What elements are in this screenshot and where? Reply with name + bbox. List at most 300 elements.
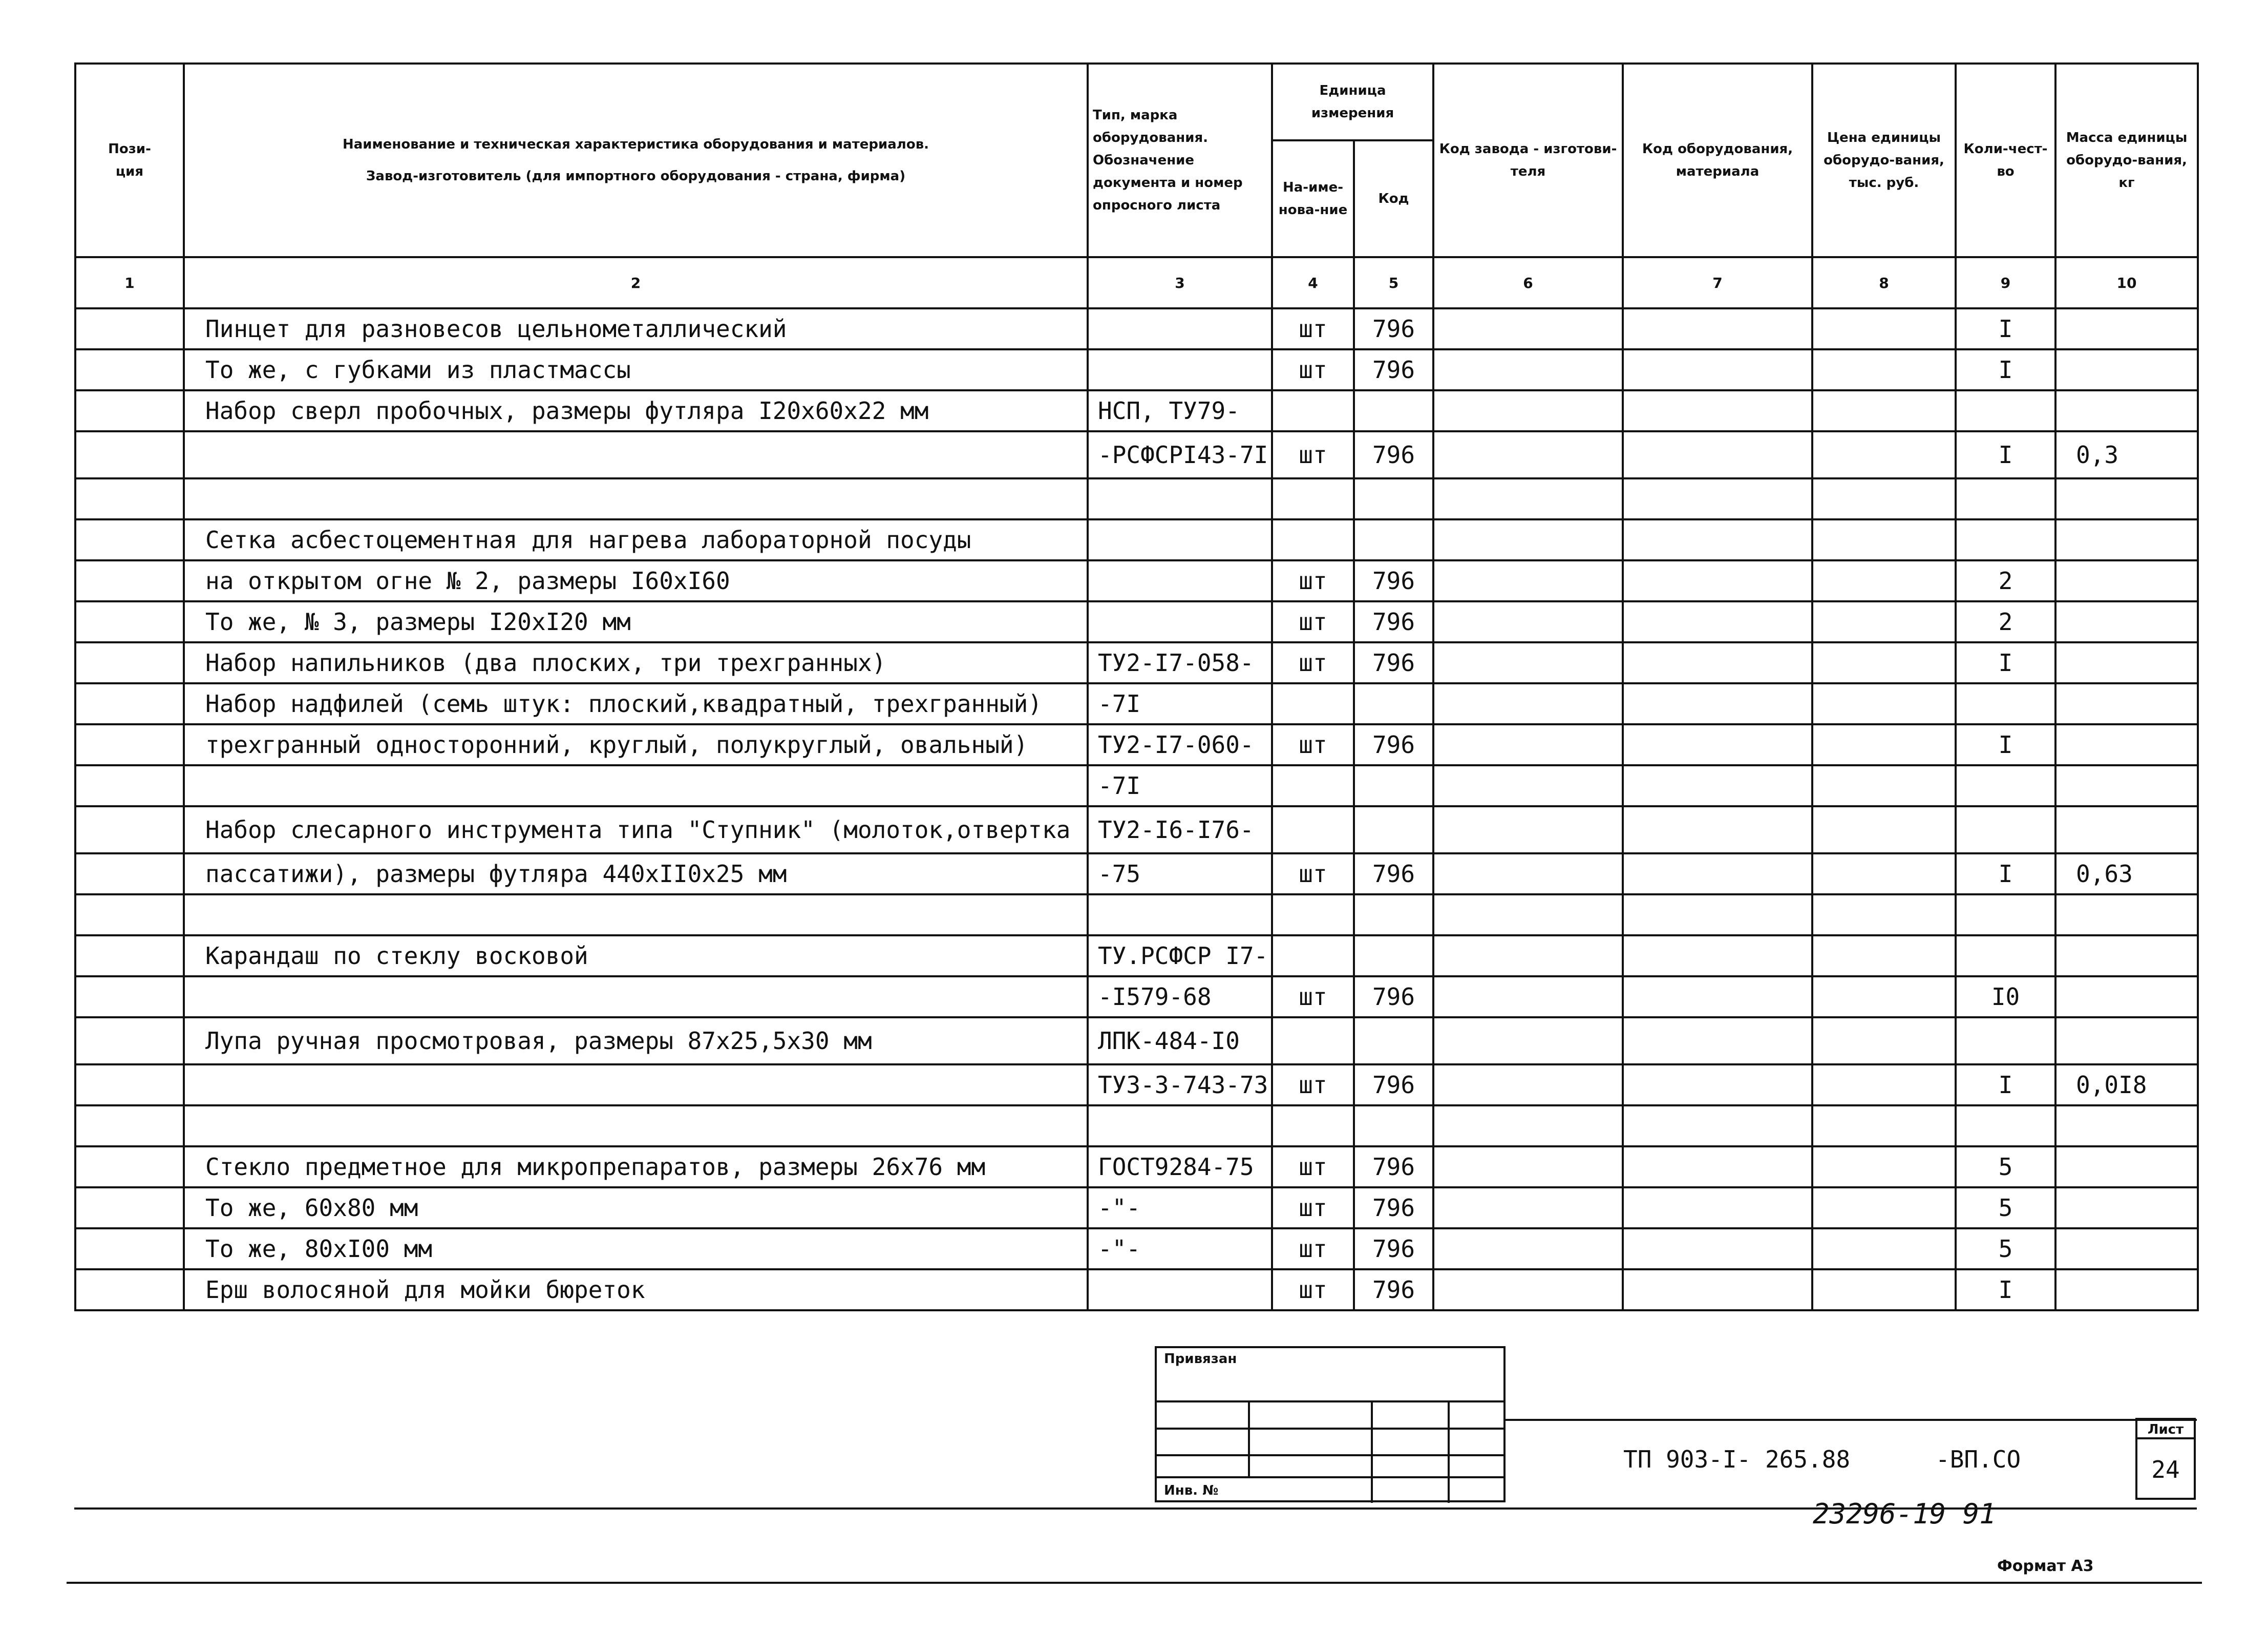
position-cell: [75, 308, 184, 349]
manufacturer-code-cell: [1433, 1017, 1623, 1064]
position-cell: [75, 724, 184, 765]
unit-code-cell: 796: [1354, 642, 1433, 683]
column-numbers-row: [75, 257, 2198, 308]
quantity-cell: [1956, 1105, 2055, 1146]
specification-table: [74, 62, 2199, 1311]
position-cell: [75, 935, 184, 976]
col-number: 1: [75, 257, 184, 308]
unit-cell: [1272, 1017, 1354, 1064]
mass-cell: [2055, 1105, 2198, 1146]
table-row: [75, 478, 2198, 519]
unit-code-cell: [1354, 806, 1433, 853]
quantity-cell: I: [1956, 642, 2055, 683]
unit-cell: шт: [1272, 431, 1354, 478]
price-cell: [1812, 894, 1956, 935]
unit-code-cell: [1354, 390, 1433, 431]
material-code-cell: [1623, 765, 1812, 806]
document-code: ТП 903-I- 265.88: [1623, 1446, 1851, 1473]
material-code-cell: [1623, 1017, 1812, 1064]
price-cell: [1812, 683, 1956, 724]
header-position: Пози- ция: [75, 64, 184, 257]
table-row: [75, 560, 2198, 601]
mass-cell: 0,0I8: [2055, 1064, 2198, 1105]
unit-code-cell: 796: [1354, 1269, 1433, 1310]
price-cell: [1812, 308, 1956, 349]
price-cell: [1812, 1105, 1956, 1146]
type-cell: [1088, 560, 1272, 601]
header-mass: Масса единицы оборудо-вания, кг: [2055, 64, 2198, 257]
header-name: [184, 64, 1088, 257]
name-cell: трехгранный односторонний, круглый, полукруглый, овальный): [184, 724, 1088, 765]
mass-cell: [2055, 765, 2198, 806]
manufacturer-code-cell: [1433, 349, 1623, 390]
price-cell: [1812, 560, 1956, 601]
position-cell: [75, 349, 184, 390]
position-cell: [75, 1269, 184, 1310]
position-cell: [75, 478, 184, 519]
manufacturer-code-cell: [1433, 431, 1623, 478]
unit-cell: [1272, 390, 1354, 431]
price-cell: [1812, 806, 1956, 853]
table-row: [75, 308, 2198, 349]
name-cell: [184, 976, 1088, 1017]
unit-code-cell: [1354, 935, 1433, 976]
mass-cell: [2055, 560, 2198, 601]
mass-cell: [2055, 1146, 2198, 1187]
unit-code-cell: 796: [1354, 976, 1433, 1017]
mass-cell: [2055, 935, 2198, 976]
position-cell: [75, 390, 184, 431]
table-row: [75, 976, 2198, 1017]
unit-cell: шт: [1272, 724, 1354, 765]
unit-code-cell: [1354, 765, 1433, 806]
unit-cell: шт: [1272, 601, 1354, 642]
quantity-cell: [1956, 390, 2055, 431]
registration-number: 23296-19 91: [1813, 1498, 1996, 1530]
manufacturer-code-cell: [1433, 894, 1623, 935]
price-cell: [1812, 519, 1956, 560]
material-code-cell: [1623, 349, 1812, 390]
mass-cell: [2055, 1187, 2198, 1228]
manufacturer-code-cell: [1433, 976, 1623, 1017]
price-cell: [1812, 853, 1956, 894]
col-number: 6: [1433, 257, 1623, 308]
quantity-cell: I: [1956, 1269, 2055, 1310]
price-cell: [1812, 1187, 1956, 1228]
mass-cell: [2055, 976, 2198, 1017]
quantity-cell: [1956, 478, 2055, 519]
position-cell: [75, 601, 184, 642]
name-cell: Стекло предметное для микропрепаратов, размеры 26x76 мм: [184, 1146, 1088, 1187]
unit-cell: [1272, 1105, 1354, 1146]
table-row: [75, 1228, 2198, 1269]
price-cell: [1812, 1146, 1956, 1187]
sheet-label: Лист: [2137, 1422, 2194, 1439]
header-unit-code: Код: [1354, 140, 1433, 257]
name-cell: То же, с губками из пластмассы: [184, 349, 1088, 390]
unit-code-cell: 796: [1354, 1228, 1433, 1269]
quantity-cell: [1956, 806, 2055, 853]
material-code-cell: [1623, 601, 1812, 642]
name-cell: Ерш волосяной для мойки бюреток: [184, 1269, 1088, 1310]
mass-cell: [2055, 806, 2198, 853]
unit-code-cell: [1354, 478, 1433, 519]
material-code-cell: [1623, 308, 1812, 349]
quantity-cell: I: [1956, 724, 2055, 765]
col-number: 9: [1956, 257, 2055, 308]
type-cell: [1088, 478, 1272, 519]
name-cell: [184, 478, 1088, 519]
table-row: [75, 806, 2198, 853]
material-code-cell: [1623, 976, 1812, 1017]
price-cell: [1812, 1228, 1956, 1269]
manufacturer-code-cell: [1433, 1105, 1623, 1146]
unit-code-cell: 796: [1354, 349, 1433, 390]
quantity-cell: I0: [1956, 976, 2055, 1017]
material-code-cell: [1623, 390, 1812, 431]
quantity-cell: I: [1956, 1064, 2055, 1105]
type-cell: [1088, 601, 1272, 642]
mass-cell: [2055, 683, 2198, 724]
type-cell: [1088, 894, 1272, 935]
position-cell: [75, 976, 184, 1017]
mass-cell: 0,3: [2055, 431, 2198, 478]
table-row: [75, 601, 2198, 642]
manufacturer-code-cell: [1433, 308, 1623, 349]
quantity-cell: 2: [1956, 560, 2055, 601]
mass-cell: [2055, 894, 2198, 935]
unit-cell: [1272, 478, 1354, 519]
manufacturer-code-cell: [1433, 478, 1623, 519]
mass-cell: [2055, 724, 2198, 765]
price-cell: [1812, 1269, 1956, 1310]
manufacturer-code-cell: [1433, 1146, 1623, 1187]
name-cell: на открытом огне № 2, размеры I60xI60: [184, 560, 1088, 601]
mass-cell: [2055, 478, 2198, 519]
table-row: [75, 683, 2198, 724]
position-cell: [75, 1187, 184, 1228]
position-cell: [75, 519, 184, 560]
sheet-box: [2135, 1418, 2196, 1500]
manufacturer-code-cell: [1433, 683, 1623, 724]
stamp-rule: [1157, 1476, 1503, 1478]
manufacturer-code-cell: [1433, 642, 1623, 683]
unit-cell: шт: [1272, 1064, 1354, 1105]
name-cell: То же, 60x80 мм: [184, 1187, 1088, 1228]
position-cell: [75, 853, 184, 894]
manufacturer-code-cell: [1433, 519, 1623, 560]
type-cell: -75: [1088, 853, 1272, 894]
unit-cell: шт: [1272, 853, 1354, 894]
price-cell: [1812, 976, 1956, 1017]
paper-format: Формат А3: [1997, 1557, 2094, 1575]
name-cell: [184, 765, 1088, 806]
type-cell: [1088, 308, 1272, 349]
table-row: [75, 935, 2198, 976]
mass-cell: [2055, 1269, 2198, 1310]
position-cell: [75, 765, 184, 806]
unit-code-cell: 796: [1354, 431, 1433, 478]
table-row: [75, 1105, 2198, 1146]
specification-rows: [75, 308, 2198, 1310]
manufacturer-code-cell: [1433, 390, 1623, 431]
unit-code-cell: 796: [1354, 1064, 1433, 1105]
name-cell: [184, 1064, 1088, 1105]
stamp-rule: [1157, 1428, 1503, 1430]
name-cell: То же, 80xI00 мм: [184, 1228, 1088, 1269]
mass-cell: [2055, 601, 2198, 642]
unit-cell: шт: [1272, 976, 1354, 1017]
name-cell: Набор напильников (два плоских, три трехгранных): [184, 642, 1088, 683]
unit-cell: шт: [1272, 642, 1354, 683]
unit-code-cell: 796: [1354, 1187, 1433, 1228]
table-row: [75, 349, 2198, 390]
unit-code-cell: [1354, 1017, 1433, 1064]
header-unit-name: На-име-нова-ние: [1272, 140, 1354, 257]
material-code-cell: [1623, 806, 1812, 853]
type-cell: -РСФСРI43-7I: [1088, 431, 1272, 478]
unit-code-cell: 796: [1354, 724, 1433, 765]
header-name-line1: Наименование и техническая характеристика оборудования и материалов.: [342, 137, 929, 152]
manufacturer-code-cell: [1433, 1228, 1623, 1269]
quantity-cell: I: [1956, 349, 2055, 390]
unit-cell: [1272, 894, 1354, 935]
material-code-cell: [1623, 1064, 1812, 1105]
material-code-cell: [1623, 560, 1812, 601]
quantity-cell: [1956, 519, 2055, 560]
unit-code-cell: 796: [1354, 1146, 1433, 1187]
position-cell: [75, 1105, 184, 1146]
manufacturer-code-cell: [1433, 1187, 1623, 1228]
price-cell: [1812, 765, 1956, 806]
name-cell: пассатижи), размеры футляра 440xII0x25 мм: [184, 853, 1088, 894]
price-cell: [1812, 390, 1956, 431]
material-code-cell: [1623, 683, 1812, 724]
unit-code-cell: 796: [1354, 601, 1433, 642]
name-cell: Пинцет для разновесов цельнометаллический: [184, 308, 1088, 349]
col-number: 7: [1623, 257, 1812, 308]
type-cell: -"-: [1088, 1228, 1272, 1269]
unit-cell: шт: [1272, 349, 1354, 390]
price-cell: [1812, 935, 1956, 976]
material-code-cell: [1623, 519, 1812, 560]
position-cell: [75, 560, 184, 601]
table-row: [75, 1146, 2198, 1187]
table-row: [75, 894, 2198, 935]
col-number: 2: [184, 257, 1088, 308]
name-cell: Набор сверл пробочных, размеры футляра I20x60x22 мм: [184, 390, 1088, 431]
stamp-rule: [1371, 1400, 1373, 1503]
quantity-cell: [1956, 683, 2055, 724]
material-code-cell: [1623, 1105, 1812, 1146]
price-cell: [1812, 1064, 1956, 1105]
quantity-cell: 5: [1956, 1228, 2055, 1269]
position-cell: [75, 1228, 184, 1269]
unit-cell: шт: [1272, 1187, 1354, 1228]
price-cell: [1812, 642, 1956, 683]
material-code-cell: [1623, 1146, 1812, 1187]
manufacturer-code-cell: [1433, 601, 1623, 642]
name-cell: Сетка асбестоцементная для нагрева лабораторной посуды: [184, 519, 1088, 560]
col-number: 3: [1088, 257, 1272, 308]
mass-cell: [2055, 349, 2198, 390]
binding-stamp: [1155, 1346, 1506, 1502]
header-material-code: Код оборудования, материала: [1623, 64, 1812, 257]
material-code-cell: [1623, 642, 1812, 683]
type-cell: ТУ.РСФСР I7-: [1088, 935, 1272, 976]
quantity-cell: 5: [1956, 1187, 2055, 1228]
mass-cell: [2055, 1017, 2198, 1064]
title-block-rule: [1506, 1419, 2197, 1421]
name-cell: Карандаш по стеклу восковой: [184, 935, 1088, 976]
unit-cell: [1272, 935, 1354, 976]
type-cell: ТУ2-I7-060-: [1088, 724, 1272, 765]
name-cell: [184, 894, 1088, 935]
name-cell: Лупа ручная просмотровая, размеры 87x25,5x30 мм: [184, 1017, 1088, 1064]
stamp-rule: [1157, 1400, 1503, 1402]
unit-cell: [1272, 765, 1354, 806]
type-cell: -7I: [1088, 683, 1272, 724]
manufacturer-code-cell: [1433, 1269, 1623, 1310]
unit-cell: шт: [1272, 308, 1354, 349]
price-cell: [1812, 724, 1956, 765]
manufacturer-code-cell: [1433, 806, 1623, 853]
mass-cell: [2055, 1228, 2198, 1269]
table-row: [75, 1269, 2198, 1310]
position-cell: [75, 642, 184, 683]
unit-code-cell: [1354, 1105, 1433, 1146]
position-cell: [75, 1017, 184, 1064]
unit-code-cell: [1354, 519, 1433, 560]
header-unit-group: Единица измерения: [1272, 64, 1433, 140]
price-cell: [1812, 601, 1956, 642]
table-row: [75, 519, 2198, 560]
position-cell: [75, 431, 184, 478]
manufacturer-code-cell: [1433, 853, 1623, 894]
type-cell: [1088, 1105, 1272, 1146]
material-code-cell: [1623, 1269, 1812, 1310]
document-suffix: -ВП.СО: [1936, 1446, 2021, 1473]
material-code-cell: [1623, 1187, 1812, 1228]
type-cell: ТУ3-3-743-73: [1088, 1064, 1272, 1105]
col-number: 8: [1812, 257, 1956, 308]
table-row: [75, 642, 2198, 683]
type-cell: ГОСТ9284-75: [1088, 1146, 1272, 1187]
name-cell: [184, 1105, 1088, 1146]
position-cell: [75, 1146, 184, 1187]
type-cell: [1088, 349, 1272, 390]
manufacturer-code-cell: [1433, 935, 1623, 976]
type-cell: ТУ2-I7-058-: [1088, 642, 1272, 683]
quantity-cell: [1956, 935, 2055, 976]
type-cell: ТУ2-I6-I76-: [1088, 806, 1272, 853]
quantity-cell: I: [1956, 853, 2055, 894]
unit-code-cell: [1354, 894, 1433, 935]
name-cell: То же, № 3, размеры I20xI20 мм: [184, 601, 1088, 642]
material-code-cell: [1623, 853, 1812, 894]
name-cell: Набор надфилей (семь штук: плоский,квадратный, трехгранный): [184, 683, 1088, 724]
mass-cell: 0,63: [2055, 853, 2198, 894]
type-cell: -7I: [1088, 765, 1272, 806]
manufacturer-code-cell: [1433, 724, 1623, 765]
material-code-cell: [1623, 478, 1812, 519]
quantity-cell: [1956, 1017, 2055, 1064]
position-cell: [75, 806, 184, 853]
type-cell: НСП, ТУ79-: [1088, 390, 1272, 431]
sheet-number: 24: [2151, 1456, 2180, 1483]
mass-cell: [2055, 390, 2198, 431]
col-number: 5: [1354, 257, 1433, 308]
stamp-rule: [1448, 1400, 1450, 1503]
unit-cell: шт: [1272, 560, 1354, 601]
quantity-cell: [1956, 765, 2055, 806]
table-row: [75, 431, 2198, 478]
stamp-rule: [1248, 1400, 1250, 1476]
table-row: [75, 1064, 2198, 1105]
stamp-rule: [1157, 1454, 1503, 1456]
unit-cell: [1272, 806, 1354, 853]
quantity-cell: [1956, 894, 2055, 935]
price-cell: [1812, 478, 1956, 519]
unit-cell: шт: [1272, 1269, 1354, 1310]
header-name-line2: Завод-изготовитель (для импортного оборудования - страна, фирма): [366, 169, 906, 184]
unit-cell: [1272, 519, 1354, 560]
type-cell: ЛПК-484-I0: [1088, 1017, 1272, 1064]
quantity-cell: 2: [1956, 601, 2055, 642]
table-row: [75, 853, 2198, 894]
type-cell: [1088, 1269, 1272, 1310]
unit-cell: [1272, 683, 1354, 724]
type-cell: -"-: [1088, 1187, 1272, 1228]
unit-code-cell: 796: [1354, 308, 1433, 349]
col-number: 10: [2055, 257, 2198, 308]
manufacturer-code-cell: [1433, 765, 1623, 806]
mass-cell: [2055, 308, 2198, 349]
position-cell: [75, 683, 184, 724]
material-code-cell: [1623, 724, 1812, 765]
header-type: Тип, марка оборудования. Обозначение документа и номер опросного листа: [1088, 64, 1272, 257]
unit-code-cell: [1354, 683, 1433, 724]
price-cell: [1812, 349, 1956, 390]
quantity-cell: 5: [1956, 1146, 2055, 1187]
quantity-cell: I: [1956, 431, 2055, 478]
type-cell: [1088, 519, 1272, 560]
position-cell: [75, 1064, 184, 1105]
position-cell: [75, 894, 184, 935]
manufacturer-code-cell: [1433, 560, 1623, 601]
price-cell: [1812, 1017, 1956, 1064]
inventory-label: Инв. №: [1164, 1483, 1219, 1498]
material-code-cell: [1623, 935, 1812, 976]
name-cell: Набор слесарного инструмента типа "Ступник" (молоток,отвертка: [184, 806, 1088, 853]
unit-code-cell: 796: [1354, 560, 1433, 601]
table-row: [75, 765, 2198, 806]
quantity-cell: I: [1956, 308, 2055, 349]
table-row: [75, 724, 2198, 765]
table-row: [75, 1017, 2198, 1064]
table-row: [75, 390, 2198, 431]
stamp-caption: Привязан: [1164, 1351, 1237, 1367]
table-row: [75, 1187, 2198, 1228]
type-cell: -I579-68: [1088, 976, 1272, 1017]
header-quantity: Коли-чест-во: [1956, 64, 2055, 257]
header-price: Цена единицы оборудо-вания, тыс. руб.: [1812, 64, 1956, 257]
footer-line: [67, 1582, 2202, 1584]
unit-code-cell: 796: [1354, 853, 1433, 894]
name-cell: [184, 431, 1088, 478]
material-code-cell: [1623, 894, 1812, 935]
material-code-cell: [1623, 431, 1812, 478]
